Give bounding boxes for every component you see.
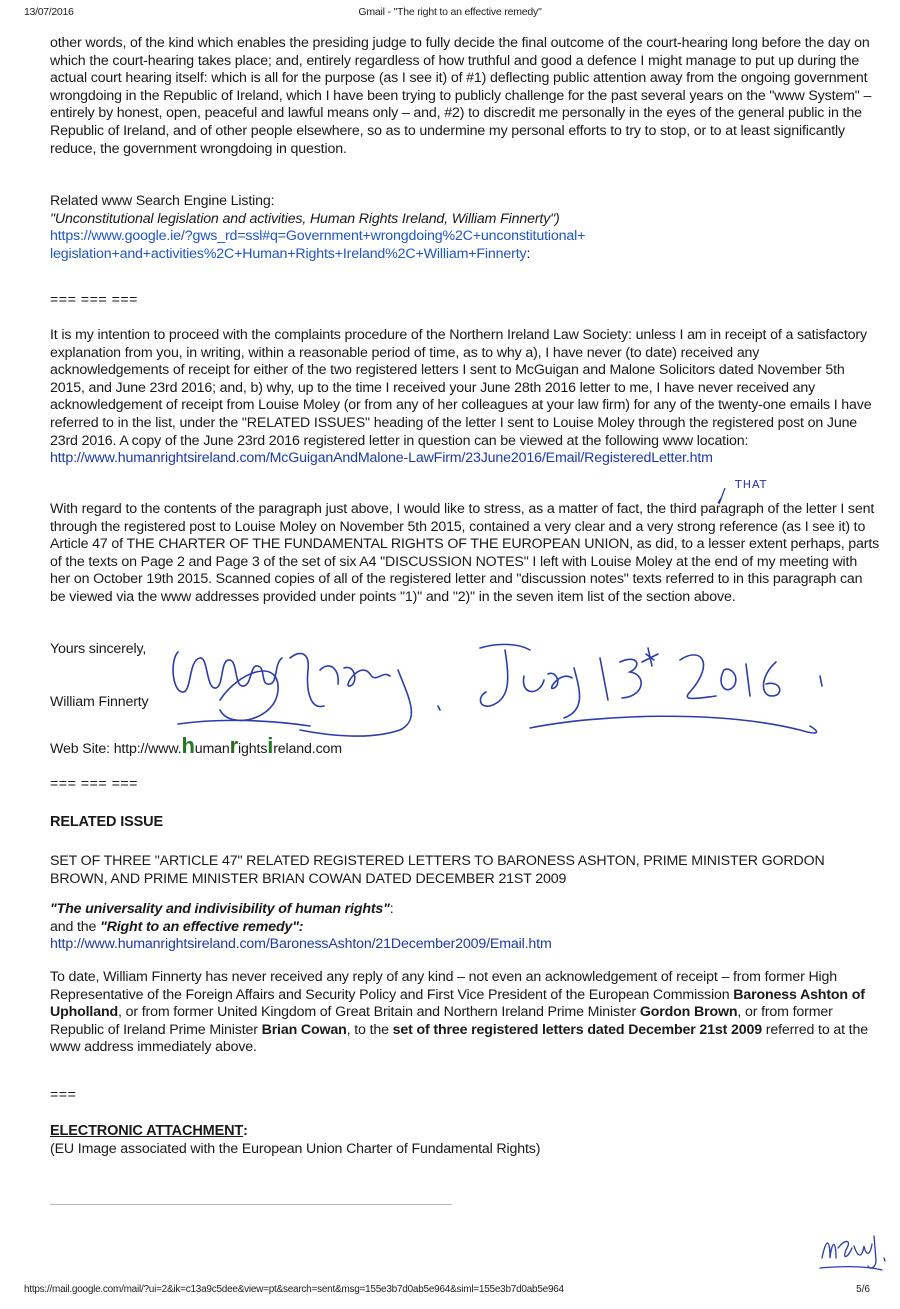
- paragraph-text: It is my intention to proceed with the complaints procedure of the Northern Ireland Law Society: unless I am in receipt of a satisfactory explanation from you, in writing, within a reasonable period of time, as to why a), I have never (to date) received any acknowledgements of receipt for either of the two registered letters I sent to McGuigan and Malone Solicitors dated November 5th 2015, and June 23rd 2016; and, b) why, up to the time I received your June 28th 2016 letter to me, I have never received any acknowledgement of receipt from Louise Moley (or from any of her colleagues at your law firm) for any of the twenty-one emails I have referred to in the list, under the "RELATED ISSUES" heading of the letter I sent to Louise Moley through the registered post on June 23rd 2016. A copy of the June 23rd 2016 registered letter in question can be viewed at the following www location:: [50, 327, 872, 449]
- paragraph-text-after-insert: the third paragraph of the letter I sent through the registered post to Louise Moley on November 5th 2015, contained a very clear and a very strong reference (as I see it) to Article 47 of THE CHARTER OF THE FUNDAMENTAL RIGHTS OF THE EUROPEAN UNION, as did, to a lesser extent perhaps, parts of the texts on Page 2 and Page 3 of the set of six A4 "DISCUSSION NOTES" I left with Louise Moley at the end of my meeting with her on October 19th 2015. Scanned copies of all of the registered letter and "discussion notes" texts referred to in this paragraph can be viewed via the www addresses provided under points "1)" and "2)" in the seven item list of the section above.: [50, 501, 880, 605]
- handwritten-signature-icon: [160, 640, 860, 750]
- related-issue-quotes: [50, 901, 880, 954]
- text: , to the: [346, 1021, 393, 1038]
- paragraph-text-before-insert: With regard to the contents of the paragraph just above, I would like to stress, as a matter of fact,: [50, 501, 643, 517]
- bold-brown: Gordon Brown: [639, 1004, 738, 1021]
- website-label: Web Site: http://www.: [50, 741, 182, 757]
- print-header: [0, 6, 900, 22]
- logo-letter-i: i: [267, 733, 274, 758]
- text: , or from former United Kingdom of Great Britain and Northern Ireland Prime Minister: [118, 1004, 640, 1021]
- separator-1: === === ===: [50, 292, 138, 308]
- attachment-description: (EU Image associated with the European Union Charter of Fundamental Rights): [50, 1140, 541, 1157]
- paragraph-court-hearing: [50, 35, 880, 158]
- handwritten-insert: THAT: [735, 478, 768, 491]
- signer-name: William Finnerty: [50, 694, 149, 710]
- link-suffix: :: [526, 245, 531, 262]
- text: To date, William Finnerty has never received any reply of any kind – not even an acknowledgement of receipt – from former High Representative of the Foreign Affairs and Security Policy and First Vice President of the European Commission: [50, 969, 838, 1003]
- text: referred to at the www address immediately above.: [50, 1021, 868, 1056]
- paragraph-no-reply: [50, 969, 880, 1057]
- and-the-text: and the: [50, 918, 101, 935]
- logo-letter-h: h: [181, 733, 195, 758]
- quote-effective-remedy: "Right to an effective remedy":: [100, 918, 304, 935]
- related-issue-heading: RELATED ISSUE: [50, 814, 163, 830]
- logo-text-uman: uman: [194, 741, 230, 757]
- paragraph-article-47: [50, 501, 880, 607]
- attachment-section: [50, 1123, 880, 1158]
- paragraph-complaints: [50, 327, 880, 468]
- quote-suffix: :: [389, 901, 394, 917]
- text: , or from former Republic of Ireland Prime Minister: [50, 1004, 833, 1038]
- related-issue-subject: SET OF THREE "ARTICLE 47" RELATED REGISTERED LETTERS TO BARONESS ASHTON, PRIME MINISTER GORDON BROWN, AND PRIME MINISTER BRIAN COWAN DATED DECEMBER 21ST 2009: [50, 853, 825, 887]
- search-listing-title: "Unconstitutional legislation and activities, Human Rights Ireland, William Finnerty"): [50, 210, 560, 227]
- bold-cowan: Brian Cowan: [261, 1021, 347, 1038]
- quote-universality: "The universality and indivisibility of human rights": [50, 901, 390, 917]
- handwritten-initials-icon: [818, 1228, 890, 1278]
- search-engine-listing: [50, 193, 880, 263]
- google-link-line2: legislation+and+activities%2C+Human+Rights+Ireland%2C+William+Finnerty: [50, 245, 527, 262]
- separator-3: ===: [50, 1087, 77, 1103]
- print-date: 13/07/2016: [24, 6, 74, 18]
- attachment-heading: ELECTRONIC ATTACHMENT: [50, 1123, 244, 1139]
- logo-text-ights: ights: [238, 741, 268, 757]
- paragraph-text: other words, of the kind which enables the presiding judge to fully decide the final outcome of the court-hearing long before the day on which the court-hearing takes place; and, entirely regardless of how truthful and good a defence I might manage to put up during the actual court hearing itself: which is all for the purpose (as I see it) of #1) deflecting public attention away from the ongoing government wrongdoing in the Republic of Ireland, which I have been trying to publicly challenge for the past several years on the "www System" – entirely by honest, open, peaceful and lawful means only – and, #2) to discredit me personally in the eyes of the general public in the Republic of Ireland, and of other people elsewhere, so as to undermine my personal efforts to try to stop, or to at least significantly reduce, the government wrongdoing in question.: [50, 35, 872, 157]
- google-link-line1: https://www.google.ie/?gws_rd=ssl#q=Government+wrongdoing%2C+unconstitutional+: [50, 228, 586, 245]
- bold-ashton: Baroness Ashton of Upholland: [50, 986, 865, 1021]
- bold-letters: set of three registered letters dated December 21st 2009: [392, 1021, 762, 1038]
- attachment-colon: :: [243, 1123, 248, 1139]
- search-listing-label: Related www Search Engine Listing:: [50, 193, 275, 209]
- registered-letter-link[interactable]: http://www.humanrightsireland.com/McGuiganAndMalone-LawFirm/23June2016/Email/RegisteredLetter.htm: [50, 450, 713, 467]
- logo-letter-r: r: [229, 733, 239, 758]
- logo-text-reland: reland.com: [273, 741, 342, 757]
- print-title: Gmail - "The right to an effective remedy": [358, 6, 542, 18]
- baroness-ashton-link[interactable]: http://www.humanrightsireland.com/BaronessAshton/21December2009/Email.htm: [50, 936, 552, 953]
- separator-2: === === ===: [50, 776, 138, 792]
- footer-rule: [50, 1204, 452, 1205]
- page-number: 5/6: [856, 1284, 870, 1295]
- google-search-link[interactable]: [50, 228, 585, 262]
- footer-url: https://mail.google.com/mail/?ui=2&ik=c13a9c5dee&view=pt&search=sent&msg=155e3b7d0ab5e964&siml=155e3b7d0ab5e964: [24, 1284, 564, 1295]
- closing: Yours sincerely,: [50, 641, 147, 657]
- handwritten-caret-icon: [717, 486, 731, 506]
